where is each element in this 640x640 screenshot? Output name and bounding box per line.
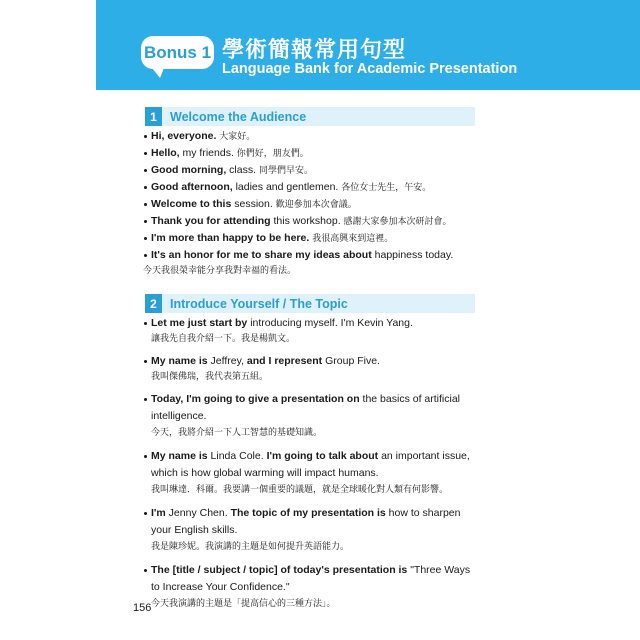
section-1-list	[143, 128, 473, 279]
phrase-rest: happiness today.	[371, 249, 454, 261]
list-item	[143, 391, 473, 442]
list-item	[143, 213, 473, 230]
list-item	[143, 196, 473, 213]
translation: 歡迎參加本次會議。	[275, 200, 357, 210]
phrase-bold: Today, I'm going to give a presentation on	[151, 393, 360, 405]
section-title: Introduce Yourself / The Topic	[170, 296, 348, 311]
phrase-rest-2: how to sharpen your English skills.	[151, 507, 461, 536]
section-2-list	[143, 315, 473, 619]
section-1-header	[145, 107, 475, 126]
list-item	[143, 505, 473, 556]
list-item	[143, 162, 473, 179]
phrase-rest: ladies and gentlemen.	[232, 181, 339, 193]
phrase-bold: My name is	[151, 450, 208, 462]
phrase-bold: The [title / subject / topic] of today's presentation is	[151, 564, 408, 576]
title-chinese: 學術簡報常用句型	[222, 38, 407, 63]
phrase-bold: I'm	[151, 507, 166, 519]
phrase-rest: Linda Cole.	[207, 450, 267, 462]
list-item	[143, 562, 473, 613]
phrase-bold: Hi, everyone.	[151, 130, 217, 142]
list-item	[143, 230, 473, 247]
translation: 我叫傑佛瑞，我代表第五組。	[151, 372, 269, 382]
phrase-rest: class.	[226, 164, 257, 176]
phrase-bold: Hello,	[151, 147, 180, 159]
phrase-bold: Good afternoon,	[151, 181, 233, 193]
phrase-rest: my friends.	[179, 147, 234, 159]
section-2-header	[145, 294, 475, 313]
phrase-bold: Good morning,	[151, 164, 227, 176]
phrase-rest-2: Group Five.	[322, 355, 380, 367]
translation: 你們好，朋友們。	[236, 149, 309, 159]
list-item	[143, 145, 473, 162]
phrase-bold: Let me just start by	[151, 317, 248, 329]
list-item	[143, 448, 473, 499]
phrase-bold: I'm more than happy to be here.	[151, 232, 310, 244]
translation: 我是陳珍妮。我演講的主題是如何提升英語能力。	[151, 542, 350, 552]
title-english: Language Bank for Academic Presentation	[222, 61, 518, 77]
translation: 讓我先自我介紹一下。我是楊凱文。	[151, 334, 296, 344]
phrase-rest: introducing myself. I'm Kevin Yang.	[247, 317, 413, 329]
phrase-bold-2: The topic of my presentation is	[230, 507, 386, 519]
phrase-bold-2: and I represent	[246, 355, 323, 367]
section-title: Welcome the Audience	[170, 109, 307, 124]
translation: 同學們早安。	[258, 166, 313, 176]
phrase-bold: Thank you for attending	[151, 215, 271, 227]
list-item	[143, 128, 473, 145]
phrase-rest: the basics of artificial intelligence.	[151, 393, 461, 422]
phrase-bold: Welcome to this	[151, 198, 232, 210]
list-item	[143, 353, 473, 385]
translation: 感謝大家參加本次研討會。	[343, 217, 452, 227]
translation: 今天，我將介紹一下人工智慧的基礎知識。	[151, 428, 323, 438]
list-item	[143, 179, 473, 196]
page-number: 156	[133, 602, 152, 614]
phrase-bold: It's an honor for me to share my ideas about	[151, 249, 372, 261]
phrase-bold: My name is	[151, 355, 208, 367]
list-item	[143, 315, 473, 347]
translation: 今天我很榮幸能分享我對幸福的看法。	[143, 266, 297, 276]
translation: 今天我演講的主題是「提高信心的三種方法」。	[151, 599, 336, 609]
translation: 大家好。	[219, 132, 256, 142]
bonus-badge: Bonus 1	[141, 36, 214, 69]
phrase-rest: "Three Ways to Increase Your Confidence."	[151, 564, 471, 593]
phrase-rest-2: an important issue, which is how global warming will impact humans.	[151, 450, 470, 479]
phrase-bold-2: I'm going to talk about	[266, 450, 379, 462]
list-item	[143, 247, 473, 279]
phrase-rest: Jeffrey,	[207, 355, 247, 367]
translation: 各位女士先生，午安。	[341, 183, 432, 193]
section-number: 2	[145, 294, 162, 313]
translation: 我叫琳達．科爾。我要講一個重要的議題，就是全球暖化對人類有何影響。	[151, 485, 449, 495]
translation: 我很高興來到這裡。	[312, 234, 394, 244]
section-number: 1	[145, 107, 162, 126]
phrase-rest: session.	[231, 198, 273, 210]
phrase-rest: this workshop.	[270, 215, 341, 227]
phrase-rest: Jenny Chen.	[165, 507, 231, 519]
